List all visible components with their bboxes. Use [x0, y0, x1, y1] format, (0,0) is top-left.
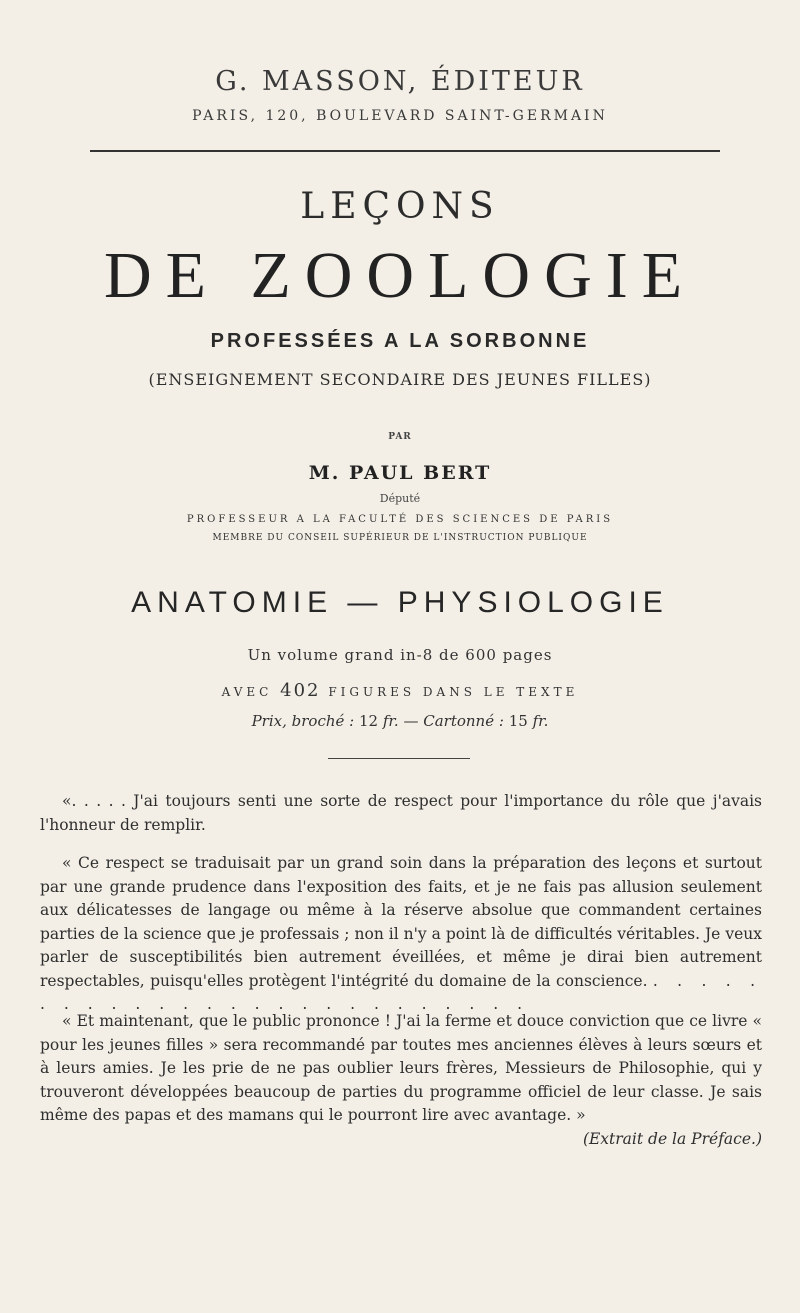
preface-paragraph-2: [40, 852, 762, 1017]
price-broche: 12: [358, 712, 379, 730]
author-title-2: MEMBRE DU CONSEIL SUPÉRIEUR DE L'INSTRUCTION PUBLIQUE: [212, 533, 588, 543]
author-name: M. PAUL BERT: [308, 462, 492, 484]
price-cartonne: 15: [508, 712, 528, 730]
price: [0, 712, 800, 730]
preface-paragraph-2-text: « Ce respect se traduisait par un grand soin dans la préparation des leçons et surtout par une grande prudence dans l'exposition des faits, et je ne fais pas allusion seulement aux délicatesses de langage ou même à la réserve absolue que commandent certaines parties de la science que je professais ; non il n'y a point là de difficultés véritables. Je veux parler de susceptibilités bien autrement éveillées, et même je dirai bien autrement respectables, puisqu'elles protègent l'intégrité du domaine de la conscience.: [40, 854, 762, 990]
figures-count: 402: [280, 680, 321, 701]
preface-paragraph-3: [40, 1010, 762, 1151]
audience: (ENSEIGNEMENT SECONDAIRE DES JEUNES FILLES): [148, 370, 652, 389]
price-label: Prix, broché :: [251, 712, 355, 730]
section-rule: [328, 758, 470, 759]
price-unit-1: fr.: [382, 712, 399, 730]
title-line-1: LEÇONS: [300, 186, 500, 227]
ellipsis-dots: . . . . . . . . . . . . . . . . . . . . . . . . . .: [40, 971, 762, 1013]
by-label: PAR: [388, 432, 412, 442]
title-line-2: DE ZOOLOGIE: [103, 239, 697, 312]
header-rule: [90, 150, 720, 152]
publisher: G. MASSON, ÉDITEUR: [215, 66, 585, 97]
figures-suffix: FIGURES DANS LE TEXTE: [328, 685, 579, 699]
figures-prefix: AVEC: [221, 685, 273, 699]
price-unit-2: fr.: [532, 712, 549, 730]
subtitle: PROFESSÉES A LA SORBONNE: [210, 330, 590, 352]
source-citation: (Extrait de la Préface.): [582, 1129, 762, 1148]
author-title-1: PROFESSEUR A LA FACULTÉ DES SCIENCES DE PARIS: [186, 514, 614, 525]
figures-info: [0, 680, 800, 701]
volume-info: Un volume grand in-8 de 600 pages: [247, 646, 553, 664]
preface-paragraph-3-text: « Et maintenant, que le public prononce ! J'ai la ferme et douce conviction que ce livre « pour les jeunes filles » sera recommandé par toutes mes anciennes élèves à leurs sœurs et à leurs amies. Je les prie de ne pas oublier leurs frères, Messieurs de Philosophie, qui y trouveront développées beaucoup de parties du programme officiel de leur classe. Je sais même des papas et des mamans qui le pourront lire avec avantage. »: [40, 1012, 762, 1124]
publisher-address: PARIS, 120, BOULEVARD SAINT-GERMAIN: [192, 108, 608, 124]
price-separator: — Cartonné :: [403, 712, 504, 730]
preface-paragraph-1: «. . . . . J'ai toujours senti une sorte de respect pour l'importance du rôle que j'avais l'honneur de remplir.: [40, 792, 762, 834]
author-role: Député: [379, 492, 421, 505]
book-title: ANATOMIE — PHYSIOLOGIE: [131, 586, 669, 619]
